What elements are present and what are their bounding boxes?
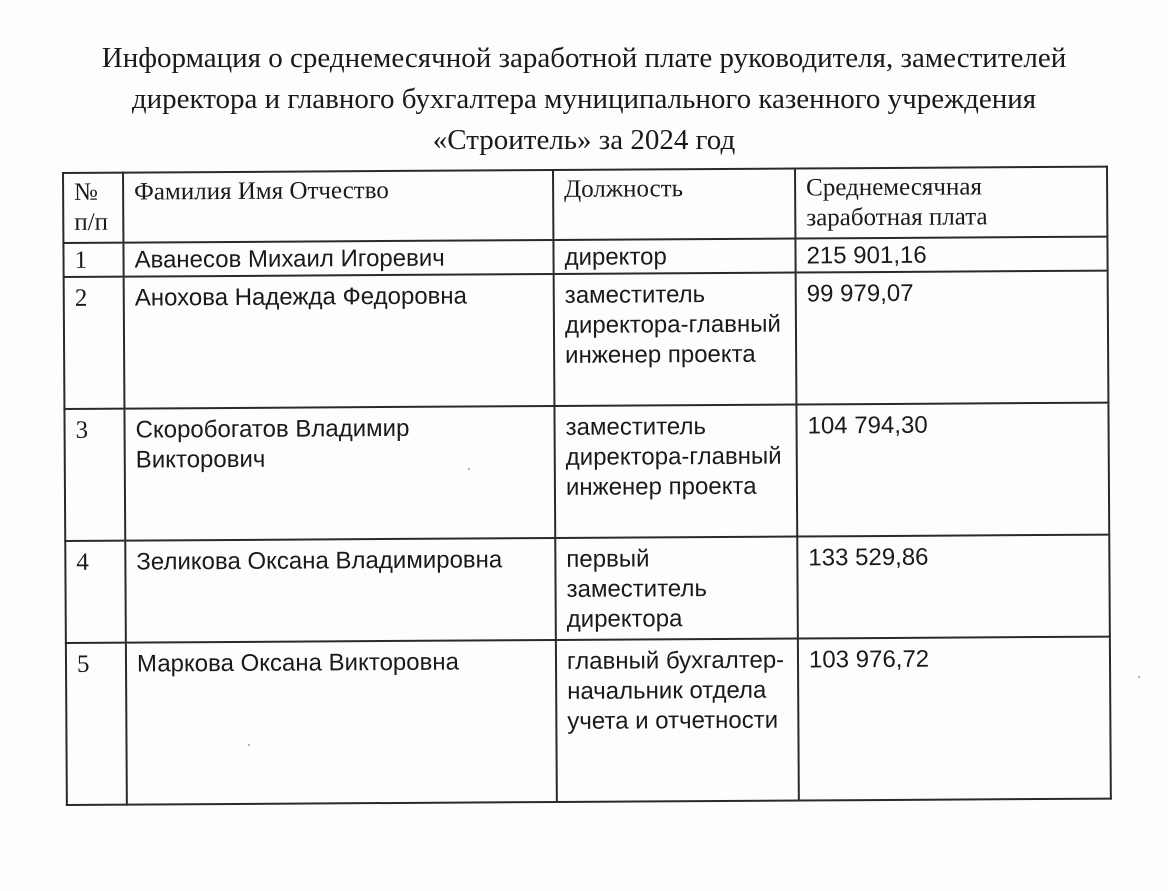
scan-speck <box>468 468 470 470</box>
cell-salary: 103 976,72 <box>798 637 1111 801</box>
cell-num: 3 <box>64 409 125 541</box>
cell-position: первый заместитель директора <box>555 537 798 640</box>
salary-table <box>62 166 1112 806</box>
title-line-1: Информация о среднемесячной заработной плате руководителя, заместителей <box>101 42 1067 74</box>
cell-num: 2 <box>64 277 125 409</box>
table-row <box>64 403 1109 541</box>
table-row <box>65 535 1110 643</box>
table-row <box>66 637 1111 805</box>
header-name: Фамилия Имя Отчество <box>123 170 553 243</box>
cell-num: 4 <box>65 541 126 643</box>
cell-name: Маркова Оксана Викторовна <box>126 640 557 805</box>
cell-salary: 104 794,30 <box>796 403 1109 537</box>
cell-position: директор <box>553 239 795 274</box>
cell-name: Скоробогатов Владимир Викторович <box>124 406 555 541</box>
table-header-row <box>63 167 1107 243</box>
header-position: Должность <box>553 169 795 240</box>
scan-speck <box>248 744 250 746</box>
document-title <box>40 38 1128 161</box>
cell-position: заместитель директора-главный инженер проекта <box>554 273 797 406</box>
cell-position: заместитель директора-главный инженер проекта <box>554 405 797 538</box>
cell-salary: 215 901,16 <box>795 237 1107 273</box>
cell-position: главный бухгалтер-начальник отдела учета и отчетности <box>556 639 799 802</box>
cell-salary: 133 529,86 <box>797 535 1110 639</box>
cell-num: 5 <box>66 643 127 805</box>
cell-name: Аванесов Михаил Игоревич <box>123 240 553 277</box>
table-row <box>64 271 1109 409</box>
cell-salary: 99 979,07 <box>796 271 1109 405</box>
scan-speck <box>1138 676 1140 678</box>
cell-num: 1 <box>63 243 123 277</box>
header-salary: Среднемесячная заработная плата <box>795 167 1107 239</box>
cell-name: Зеликова Оксана Владимировна <box>125 538 556 643</box>
cell-name: Анохова Надежда Федоровна <box>124 274 555 409</box>
title-line-2: директора и главного бухгалтера муниципального казенного учреждения <box>131 83 1037 115</box>
title-line-3: «Строитель» за 2024 год <box>432 124 736 156</box>
header-num: № п/п <box>63 173 123 243</box>
